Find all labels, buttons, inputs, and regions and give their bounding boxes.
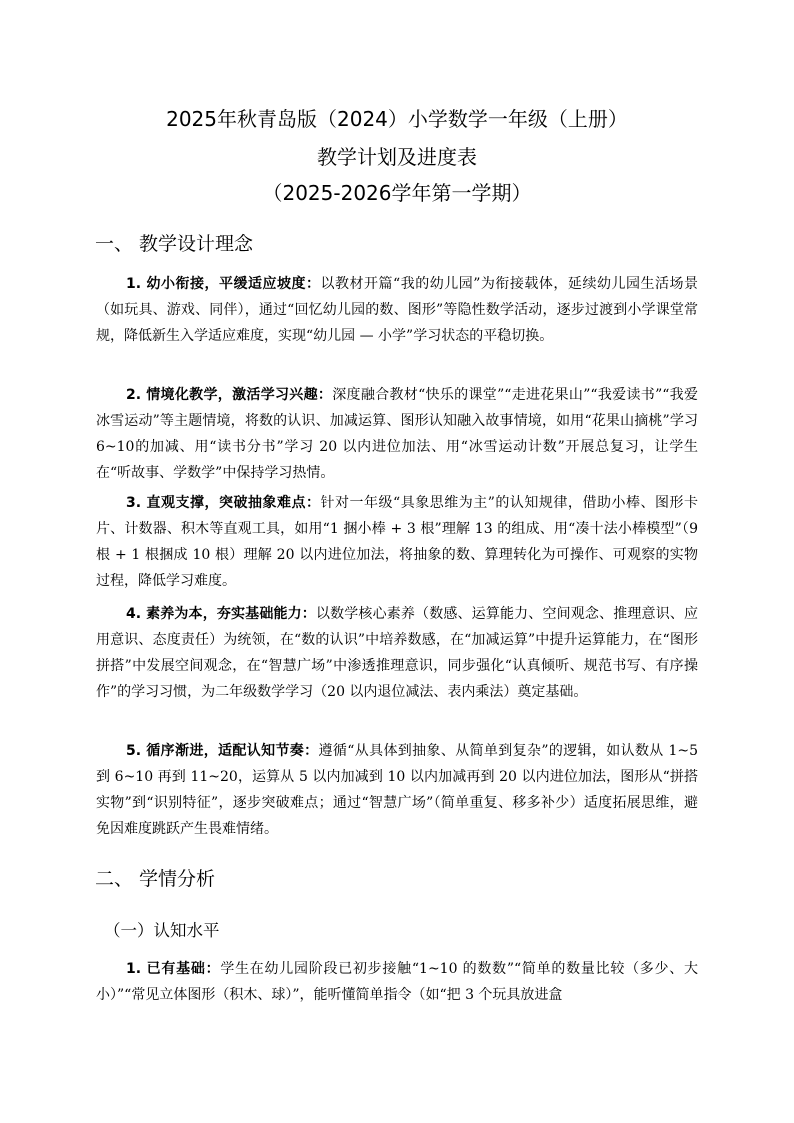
subsection-heading-cognitive-level: （一）认知水平 xyxy=(104,921,220,940)
paragraph xyxy=(96,738,698,842)
paragraph xyxy=(96,382,698,486)
paragraph-text: 遵循“从具体到抽象、从简单到复杂”的逻辑，如认数从 1~5 到 6~10 再到 11~20，运算从 5 以内加减到 10 以内加减再到 20 以内进位加法，图形从“拼搭实物”到“识别特征”，逐步突破难点；通过“智慧广场”（简单重复、移多补少）适度拓展思维，避免因难度跳跃产生畏难情绪。 xyxy=(96,743,699,838)
paragraph-lead: 3. 直观支撑，突破抽象难点： xyxy=(126,495,321,511)
paragraph-lead: 4. 素养为本，夯实基础能力： xyxy=(126,606,316,622)
paragraph-text: 针对一年级“具象思维为主”的认知规律，借助小棒、图形卡片、计数器、积木等直观工具，如用“1 捆小棒 + 3 根”理解 13 的组成、用“凑十法小棒模型”（9 根 + 1 根捆成 10 根）理解 20 以内进位加法，将抽象的数、算理转化为可操作、可观察的实物过程，降低学习难度。 xyxy=(96,495,698,590)
paragraph-text: 以教材开篇“我的幼儿园”为衔接载体，延续幼儿园生活场景（如玩具、游戏、同伴），通过“回忆幼儿园的数、图形”等隐性数学活动，逐步过渡到小学课堂常规，降低新生入学适应难度，实现“幼儿园 — 小学”学习状态的平稳切换。 xyxy=(96,276,698,345)
paragraph xyxy=(96,956,698,1008)
document-term: （2025-2026学年第一学期） xyxy=(262,181,532,205)
paragraph-text: 以数学核心素养（数感、运算能力、空间观念、推理意识、应用意识、态度责任）为统领，在“数的认识”中培养数感，在“加减运算”中提升运算能力，在“图形拼搭”中发展空间观念，在“智慧广场”中渗透推理意识，同步强化“认真倾听、规范书写、有序操作”的学习习惯，为二年级数学学习（20 以内退位减法、表内乘法）奠定基础。 xyxy=(96,606,699,701)
paragraph-text: 学生在幼儿园阶段已初步接触“1~10 的数数”“简单的数量比较（多少、大小）”“常见立体图形（积木、球）”，能听懂简单指令（如“把 3 个玩具放进盒 xyxy=(96,961,699,1004)
paragraph-text: 深度融合教材“快乐的课堂”“走进花果山”“我爱读书”“我爱冰雪运动”等主题情境，将数的认识、加减运算、图形认知融入故事情境，如用“花果山摘桃”学习 6~10的加减、用“读书分书”学习 20 以内进位加法、用“冰雪运动计数”开展总复习，让学生在“听故事、学数学”中保持学习热情。 xyxy=(96,387,698,482)
document-subtitle: 教学计划及进度表 xyxy=(317,145,477,169)
section-heading-learning-analysis: 二、 学情分析 xyxy=(95,868,216,890)
document-title: 2025年秋青岛版（2024）小学数学一年级（上册） xyxy=(166,107,628,131)
paragraph xyxy=(96,490,698,594)
paragraph xyxy=(96,271,698,349)
paragraph-lead: 1. 已有基础： xyxy=(126,961,221,977)
paragraph-lead: 2. 情境化教学，激活学习兴趣： xyxy=(126,387,333,403)
paragraph xyxy=(96,601,698,705)
paragraph-lead: 1. 幼小衔接，平缓适应坡度： xyxy=(126,276,321,292)
paragraph-lead: 5. 循序渐进，适配认知节奏： xyxy=(126,743,319,759)
section-heading-design-philosophy: 一、 教学设计理念 xyxy=(95,233,254,255)
